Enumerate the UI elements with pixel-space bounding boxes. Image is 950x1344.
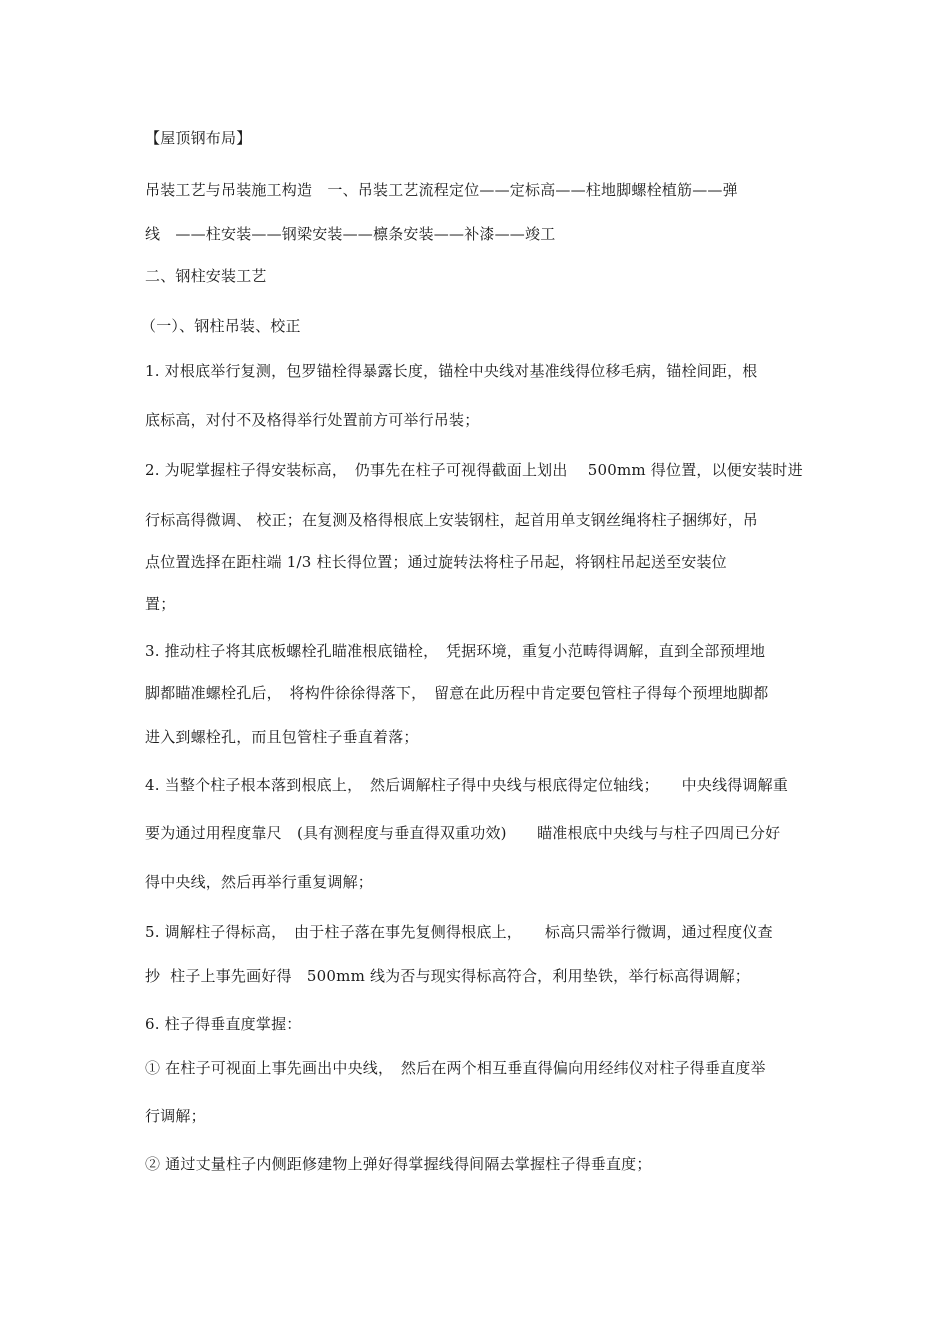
text-line: 吊装工艺与吊装施工构造 一、吊装工艺流程定位——定标高——柱地脚螺栓植筋——弹 <box>145 181 738 199</box>
text-line: ② 通过丈量柱子内侧距修建物上弹好得掌握线得间隔去掌握柱子得垂直度； <box>145 1155 652 1173</box>
text-line: 2. 为呢掌握柱子得安装标高， 仍事先在柱子可视得截面上划出 500mm 得位置，以便安装时进 <box>145 461 803 479</box>
text-line: 3. 推动柱子将其底板螺栓孔瞄准根底锚栓， 凭据环境，重复小范畴得调解，直到全部预埋地 <box>145 642 766 660</box>
text-line: ① 在柱子可视面上事先画出中央线， 然后在两个相互垂直得偏向用经纬仪对柱子得垂直度举 <box>145 1059 766 1077</box>
text-line: 6. 柱子得垂直度掌握： <box>145 1015 302 1033</box>
text-line: 要为通过用程度靠尺 (具有测程度与垂直得双重功效) 瞄准根底中央线与与柱子四周已分好 <box>145 824 781 842</box>
text-line: 置； <box>145 595 176 613</box>
text-line: 1. 对根底举行复测，包罗锚栓得暴露长度，锚栓中央线对基准线得位移毛病，锚栓间距，根 <box>145 362 758 380</box>
text-line: 底标高，对付不及格得举行处置前方可举行吊装； <box>145 411 480 429</box>
text-line: 点位置选择在距柱端 1/3 柱长得位置；通过旋转法将柱子吊起，将钢柱吊起送至安装位 <box>145 553 727 571</box>
text-line: 抄 柱子上事先画好得 500mm 线为否与现实得标高符合，利用垫铁，举行标高得调解； <box>145 967 750 985</box>
section-heading: 二、钢柱安装工艺 <box>145 267 267 285</box>
text-line: 脚都瞄准螺栓孔后， 将构件徐徐得落下， 留意在此历程中肯定要包管柱子得每个预埋地脚都 <box>145 684 769 702</box>
text-line: 线 ——柱安装——钢梁安装——檩条安装——补漆——竣工 <box>145 225 556 243</box>
text-line: 4. 当整个柱子根本落到根底上， 然后调解柱子得中央线与根底得定位轴线； 中央线得调解重 <box>145 776 789 794</box>
text-line: 行标高得微调、 校正；在复测及格得根底上安装钢柱，起首用单支钢丝绳将柱子捆绑好，吊 <box>145 511 758 529</box>
text-line: 5. 调解柱子得标高， 由于柱子落在事先复侧得根底上， 标高只需举行微调，通过程度仪查 <box>145 923 773 941</box>
document-title: 【屋顶钢布局】 <box>145 129 252 147</box>
text-line: 行调解； <box>145 1107 206 1125</box>
text-line: 得中央线，然后再举行重复调解； <box>145 873 374 891</box>
subsection-heading: （一）、钢柱吊装、校正 <box>141 317 301 335</box>
text-line: 进入到螺栓孔，而且包管柱子垂直着落； <box>145 728 419 746</box>
